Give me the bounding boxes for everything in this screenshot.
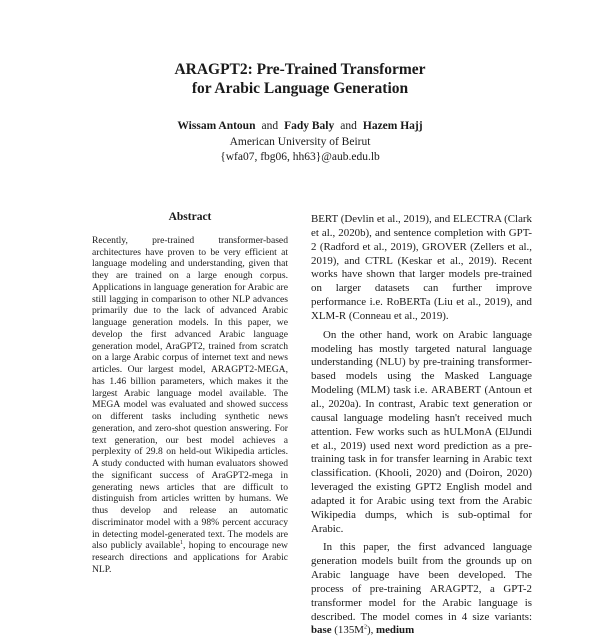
abstract-heading: Abstract: [168, 211, 212, 223]
body-p2-text-a: On the other hand, work on Arabic language modeling has mostly targeted natural language understanding (NLU) by pre-training transformer-based models using the Masked Language Modeling (MLM) task i.e.: [311, 328, 532, 397]
abstract-text-d: , hoping to encourage new research directions and applications for Arabic NLP.: [92, 540, 288, 575]
body-p3-text-c: (135M: [331, 624, 364, 637]
body-column-right: [311, 213, 532, 643]
author-block: [0, 119, 600, 166]
abstract-mega: MEGA: [92, 399, 121, 411]
abstract-text: [92, 235, 288, 576]
author-separator: and: [261, 120, 279, 132]
body-p3-text-b: , a GPT-2 transformer model for the Arabic language is described. The model comes in 4 size variants:: [311, 582, 532, 623]
aragpt2-name: ARAGPT2: [429, 582, 479, 595]
variant-medium: medium: [376, 624, 415, 637]
abstract-text-b: , has 1.46 billion parameters, which makes it the largest Arabic language model available. The: [92, 364, 288, 399]
footnote-mark: 1: [180, 540, 184, 547]
body-paragraph-1: BERT (Devlin et al., 2019), and ELECTRA (Clark et al., 2020b), and sentence completion with GPT-2 (Radford et al., 2019), GROVER (Zellers et al., 2019), and CTRL (Keskar et al., 2019). Recent works have shown that larger models pre-trained on larger datasets can further improve performance i.e. RoBERTa (Liu et al., 2019), and XLM-R (Conneau et al., 2019).: [311, 213, 532, 322]
abstract-text-a: Recently, pre-trained transformer-based architectures have proven to be very efficient at language modeling and understanding, given that they are trained on a large enough corpus. Applications in language generation for Arabic are still lagging in comparison to other NLP advances primarily due to the lack of advanced Arabic language generation models. In this paper, we develop the first advanced Arabic language generation model, AraGPT2, trained from scratch on a large Arabic corpus of internet text and news articles. Our largest model,: [92, 234, 288, 375]
title-line-2: for Arabic Language Generation: [191, 80, 409, 97]
title-line-1: ARAGPT2: Pre-Trained Transformer: [174, 61, 426, 78]
footnote-mark-2: 2: [363, 624, 367, 631]
affiliation: American University of Beirut: [229, 135, 371, 148]
author-1: Wissam Antoun: [177, 120, 256, 132]
abstract-text-c: model was evaluated and showed success on different tasks including synthetic news generation, and zero-shot question answering. For text generation, our best model achieves a perplexity of 29.8 on held-out Wikipedia articles. A study conducted with human evaluators showed the significant success of AraGPT2-mega in generating news articles that are difficult to distinguish from articles written by humans. We thus develop and release an automatic discriminator model with a 98% percent accuracy in detecting model-generated text. The models are also publicly available: [92, 399, 288, 552]
author-names: [0, 119, 600, 135]
body-p3-text-d: ),: [366, 624, 377, 637]
paper-title: [0, 60, 600, 98]
author-2: Fady Baly: [284, 120, 335, 132]
abstract-section: [92, 212, 288, 576]
email: {wfa07, fbg06, hh63}@aub.edu.lb: [220, 151, 380, 163]
arabert-name: ARABERT: [430, 384, 482, 397]
abstract-model-name: ARAGPT2-MEGA: [210, 364, 286, 375]
body-paragraph-2: [311, 329, 532, 537]
body-p3-text-a: In this paper, the first advanced language generation models built from the grounds up on Arabic language have been developed. The process of pre-training: [311, 541, 532, 595]
body-p2-text-b: (Antoun et al., 2020a). In contrast, Arabic text generation or causal language modeling hasn't received much attention. Few works such as hULMonA (ElJundi et al., 2019) used next word prediction as a pre-training task in for transfer learning in Arabic text classification. (Khooli, 2020) and (Doiron, 2020) leveraged the existing GPT2 English model and adapted it for Arabic using text from the Arabic Wikipedia dumps, which is sub-optimal for Arabic.: [311, 384, 532, 535]
author-separator: and: [340, 120, 357, 132]
variant-base: base: [311, 624, 332, 637]
author-3: Hazem Hajj: [362, 120, 423, 132]
body-paragraph-3: [311, 541, 532, 638]
